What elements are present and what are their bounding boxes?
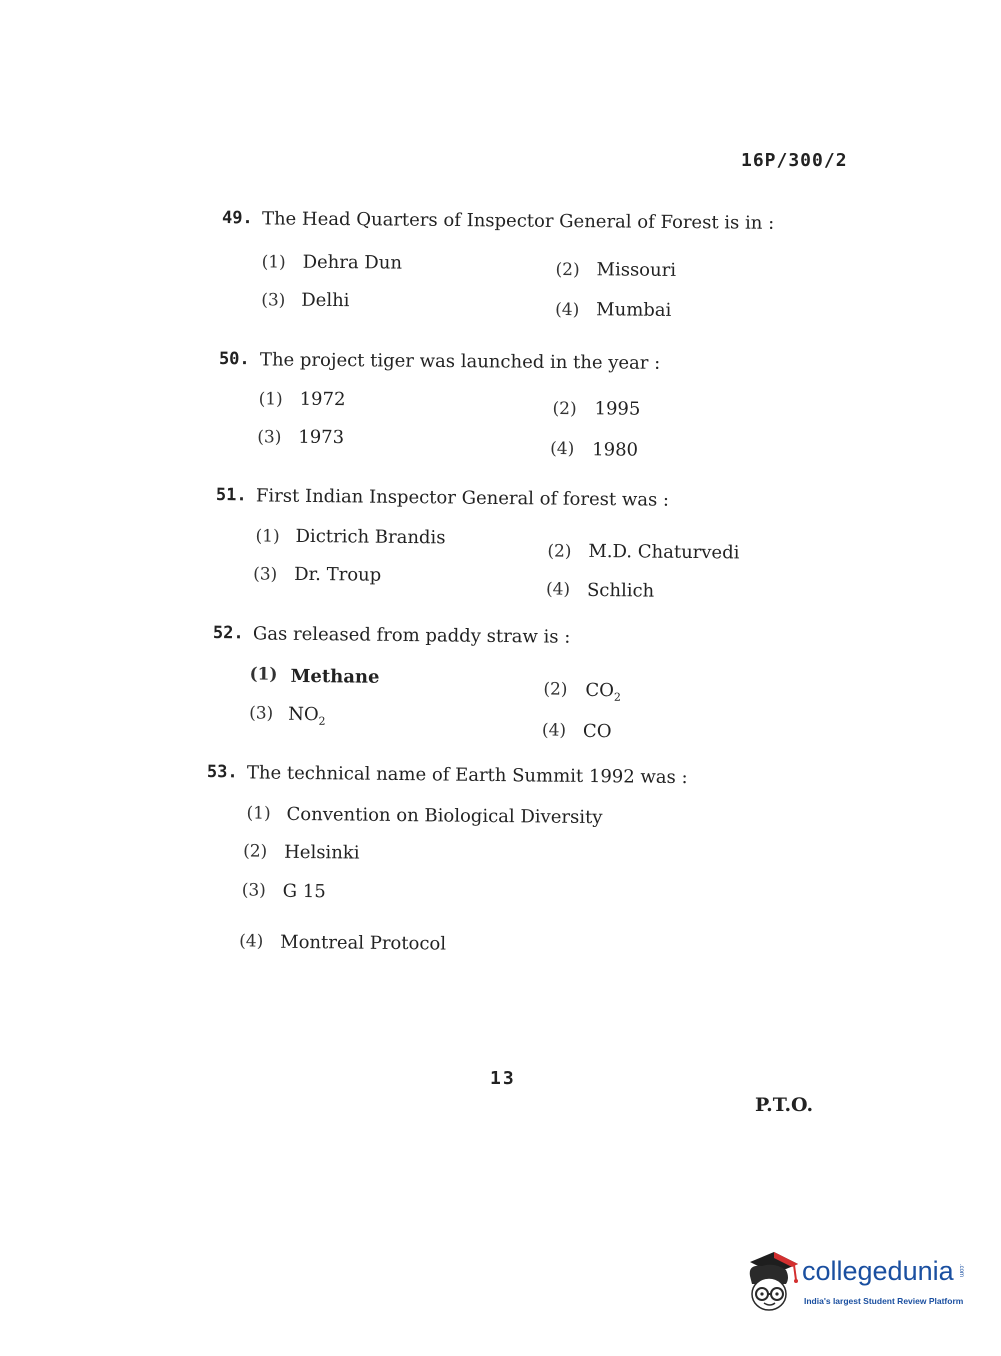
option-number: (1) [246,803,271,824]
option-text: Schlich [586,579,655,602]
option-number: (3) [253,564,278,585]
option-text: Dehra Dun [302,251,403,274]
option-text: 1973 [298,426,345,449]
pto-label: P.T.O. [755,1094,814,1116]
mascot-icon [742,1250,802,1320]
option-number: (1) [249,664,278,685]
option-number: (1) [261,252,286,273]
option-text: Dictrich Brandis [295,525,446,549]
option-text: Convention on Biological Diversity [286,803,603,829]
question-text: The project tiger was launched in the year : [259,349,661,374]
question-number: 53. [206,762,238,783]
option-text: CO [582,720,612,743]
option-text: Mumbai [596,299,672,321]
option-number: (3) [257,427,282,448]
question-text: Gas released from paddy straw is : [252,623,571,648]
question-text: The Head Quarters of Inspector General of Forest is in : [261,208,775,234]
option-text: Methane [290,665,380,688]
option-text: Missouri [596,259,677,281]
logo-tagline: India's largest Student Review Platform [804,1296,964,1306]
option-text: 1972 [299,388,346,411]
logo-name: collegedunia [802,1256,954,1286]
option-text: Delhi [301,289,350,312]
question-number: 51. [215,485,247,506]
formula-subscript: 2 [613,690,621,704]
option-number: (2) [243,841,268,862]
option-text: 1995 [594,398,641,420]
collegedunia-logo [742,1250,972,1320]
question-number: 49. [221,208,253,229]
option-text [585,680,621,704]
option-number: (2) [543,679,568,700]
option-number: (1) [255,526,280,547]
page-number: 13 [490,1068,516,1089]
option-number: (2) [547,541,572,562]
option-number: (1) [258,389,283,410]
option-number: (4) [555,299,580,321]
formula-base: NO [288,703,319,726]
option-number: (3) [241,880,266,901]
paper-code: 16P/300/2 [741,150,848,171]
option-number: (3) [249,703,274,724]
option-number: (4) [541,720,567,741]
question-text: The technical name of Earth Summit 1992 was : [246,762,688,789]
formula-base: CO [585,679,615,702]
option-text: Dr. Troup [294,563,382,586]
question-number: 50. [218,349,250,370]
option-number: (2) [552,398,577,420]
option-text: G 15 [282,880,326,903]
option-number: (3) [261,290,286,311]
option-number: (4) [550,438,575,460]
option-number: (4) [239,931,264,952]
question-text: First Indian Inspector General of forest was : [255,485,670,511]
question-number: 52. [212,623,244,644]
option-text [288,704,326,728]
logo-suffix: .com [958,1264,964,1278]
option-text: Montreal Protocol [280,931,447,955]
option-text: Helsinki [284,841,360,864]
option-text: M.D. Chaturvedi [588,540,740,564]
option-number: (4) [545,579,571,600]
formula-subscript: 2 [318,714,326,728]
option-text: 1980 [592,439,639,461]
option-number: (2) [555,259,580,281]
